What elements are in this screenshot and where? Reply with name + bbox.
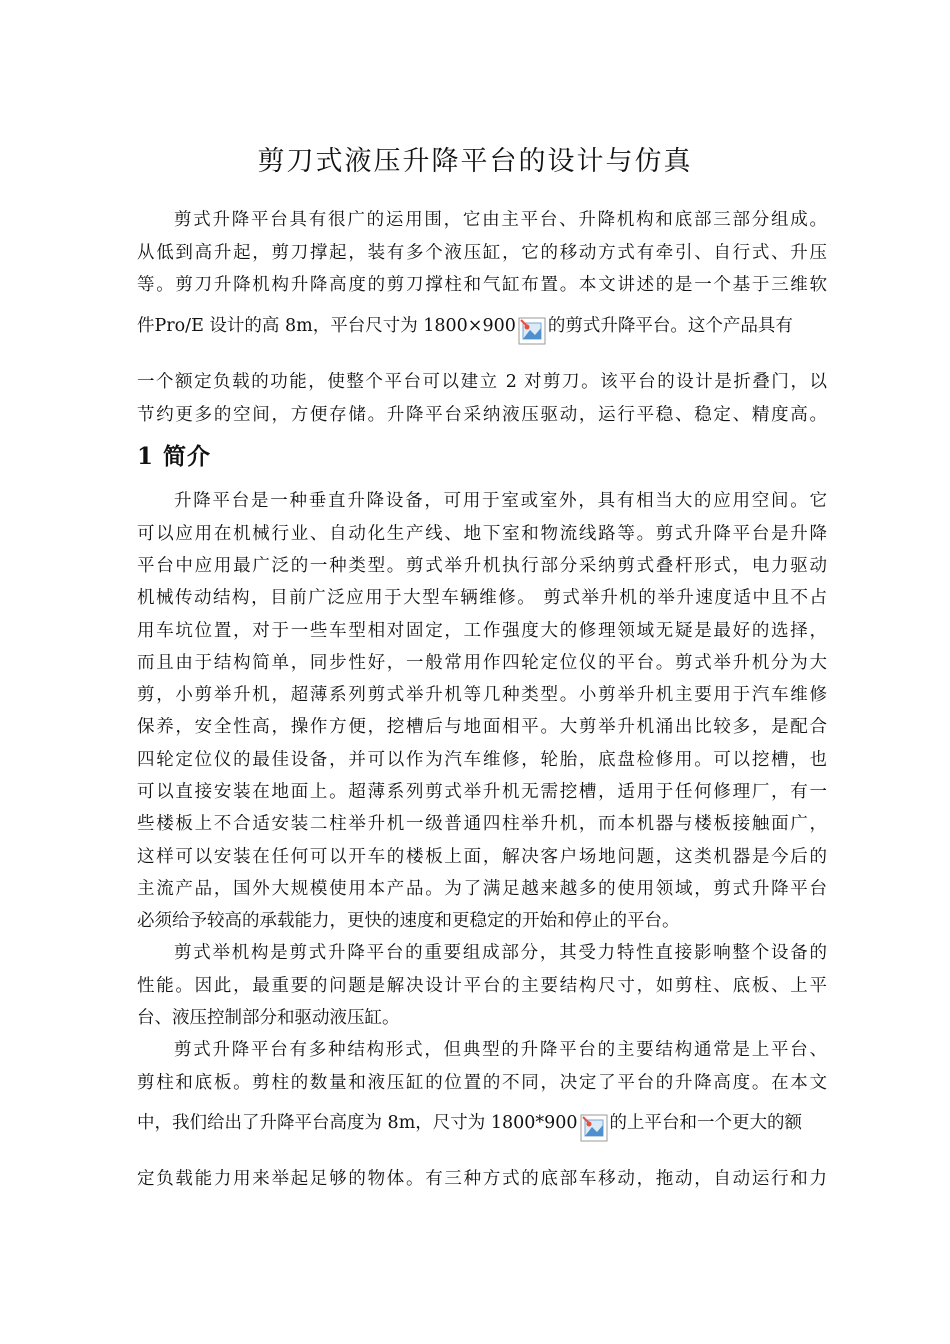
p2-line-3: 台、液压控制部分和驱动液压缸。 — [137, 1008, 400, 1028]
p1-line-6: 而且由于结构简单，同步性好，一般常用作四轮定位仪的平台。剪式举升机分为大 — [137, 653, 827, 673]
p3-line-3 — [137, 1108, 827, 1142]
p2-line-2: 性能。因此，最重要的问题是解决设计平台的主要结构尺寸，如剪柱、底板、上平 — [137, 976, 827, 996]
intro-line-3: 等。剪刀升降机构升降高度的剪刀撑柱和气缸布置。本文讲述的是一个基于三维软 — [137, 275, 827, 295]
intro-line-2: 从低到高升起，剪刀撑起，装有多个液压缸，它的移动方式有牵引、自行式、升压 — [137, 243, 827, 263]
p1-line-9: 四轮定位仪的最佳设备，并可以作为汽车维修，轮胎，底盘检修用。可以挖槽，也 — [137, 750, 827, 770]
p1-line-10: 可以直接安装在地面上。超薄系列剪式举升机无需挖槽，适用于任何修理厂，有一 — [137, 782, 827, 802]
p1-line-12: 这样可以安装在任何可以开车的楼板上面，解决客户场地问题，这类机器是今后的 — [137, 847, 827, 867]
p1-line-14: 必须给予较高的承载能力，更快的速度和更稳定的开始和停止的平台。 — [137, 911, 680, 931]
p1-line-7: 剪，小剪举升机，超薄系列剪式举升机等几种类型。小剪举升机主要用于汽车维修 — [137, 685, 827, 705]
broken-image-icon — [518, 317, 546, 345]
p1-line-13: 主流产品，国外大规模使用本产品。为了满足越来越多的使用领域，剪式升降平台 — [137, 879, 827, 899]
p2-line-1: 剪式举机构是剪式升降平台的重要组成部分，其受力特性直接影响整个设备的 — [174, 943, 827, 963]
broken-image-icon — [580, 1114, 608, 1142]
p3-line-3-text-a: 中，我们给出了升降平台高度为 8m，尺寸为 1800*900 — [137, 1113, 578, 1133]
p1-line-1: 升降平台是一种垂直升降设备，可用于室或室外，具有相当大的应用空间。它 — [174, 491, 827, 511]
intro-line-5: 一个额定负载的功能，使整个平台可以建立 2 对剪刀。该平台的设计是折叠门，以 — [137, 372, 827, 392]
p3-line-3-text-b: 的上平台和一个更大的额 — [609, 1113, 803, 1133]
document-title: 剪刀式液压升降平台的设计与仿真 — [257, 146, 693, 177]
p1-line-2: 可以应用在机械行业、自动化生产线、地下室和物流线路等。剪式升降平台是升降 — [137, 524, 827, 544]
p3-line-2: 剪柱和底板。剪柱的数量和液压缸的位置的不同，决定了平台的升降高度。在本文 — [137, 1073, 827, 1093]
intro-line-4-text-a: 件Pro/E 设计的高 8m，平台尺寸为 1800×900 — [137, 316, 516, 336]
section-heading: 1 简介 — [137, 443, 212, 470]
p3-line-1: 剪式升降平台有多种结构形式，但典型的升降平台的主要结构通常是上平台、 — [174, 1040, 827, 1060]
p3-line-4: 定负载能力用来举起足够的物体。有三种方式的底部车移动，拖动，自动运行和力 — [137, 1169, 827, 1189]
p1-line-11: 些楼板上不合适安装二柱举升机一级普通四柱举升机，而本机器与楼板接触面广， — [137, 814, 827, 834]
p1-line-4: 机械传动结构，目前广泛应用于大型车辆维修。 剪式举升机的举升速度适中且不占 — [137, 588, 827, 608]
intro-line-1: 剪式升降平台具有很广的运用围，它由主平台、升降机构和底部三部分组成。 — [174, 210, 827, 230]
p1-line-8: 保养，安全性高，操作方便，挖槽后与地面相平。大剪举升机涌出比较多，是配合 — [137, 717, 827, 737]
intro-line-6: 节约更多的空间，方便存储。升降平台采纳液压驱动，运行平稳、稳定、精度高。 — [137, 405, 827, 425]
p1-line-3: 平台中应用最广泛的一种类型。剪式举升机执行部分采纳剪式叠杆形式，电力驱动 — [137, 556, 827, 576]
intro-line-4 — [137, 311, 827, 345]
p1-line-5: 用车坑位置，对于一些车型相对固定，工作强度大的修理领域无疑是最好的选择， — [137, 621, 827, 641]
intro-line-4-text-b: 的剪式升降平台。这个产品具有 — [547, 316, 793, 336]
